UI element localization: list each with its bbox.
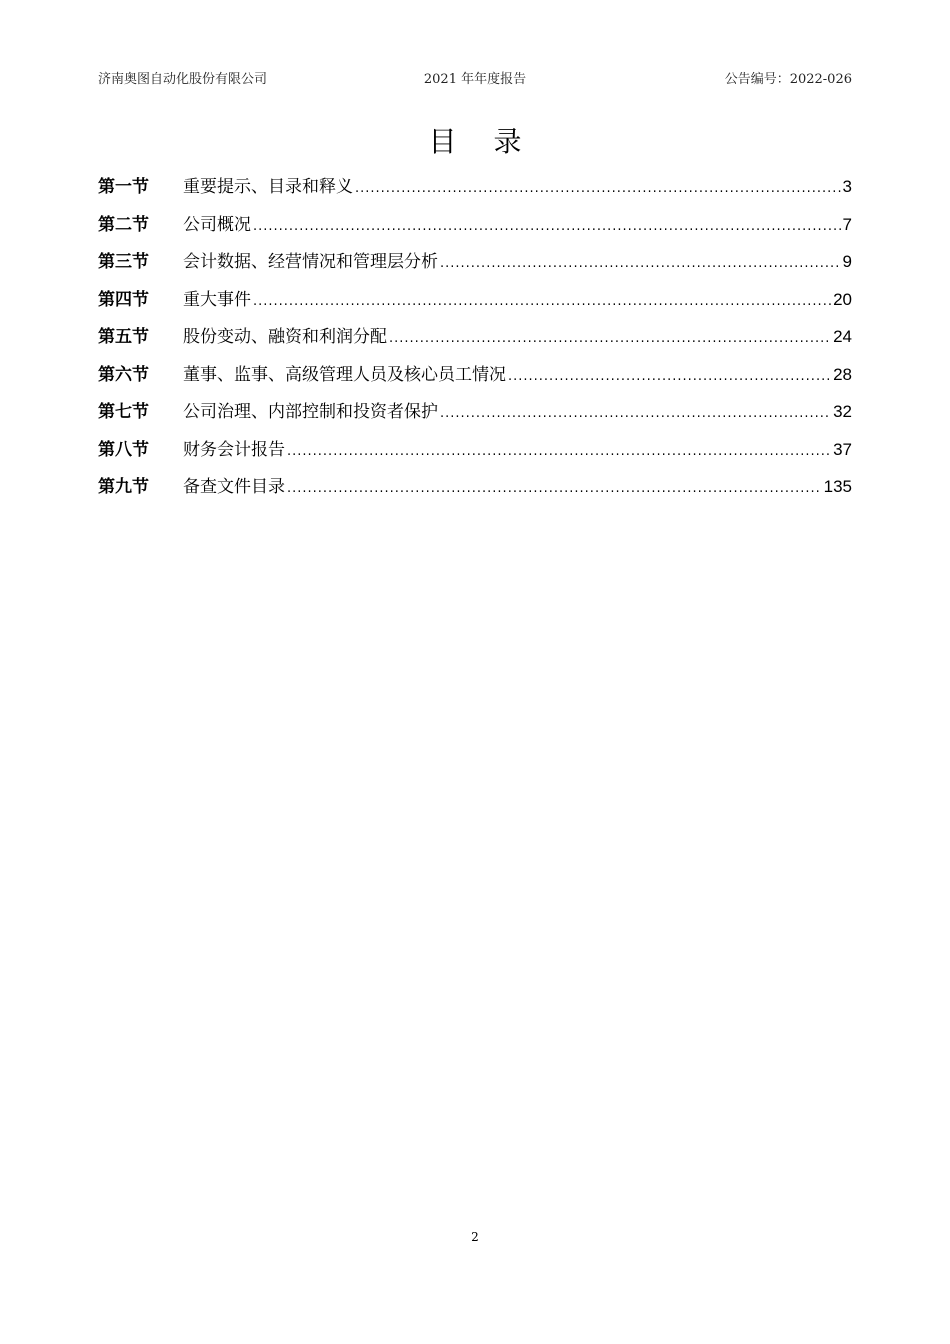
toc-entry[interactable] — [98, 435, 852, 473]
page-number: 2 — [471, 1230, 479, 1244]
toc-section-number: 第二节 — [98, 214, 149, 235]
toc-page-number: 9 — [842, 252, 852, 271]
toc-entry[interactable] — [98, 247, 852, 285]
toc-section-number: 第三节 — [98, 252, 149, 272]
toc-section-title: 公司概况 — [183, 214, 251, 235]
toc-page-number: 32 — [833, 402, 852, 421]
toc-dot-leader — [440, 406, 831, 421]
toc-dot-leader — [287, 481, 822, 496]
toc-page-number: 20 — [833, 289, 852, 309]
toc-entry[interactable] — [98, 210, 852, 248]
header-report-title: 2021 年年度报告 — [423, 72, 527, 87]
toc-entry[interactable] — [98, 397, 852, 435]
table-of-contents — [98, 172, 852, 510]
toc-section-title: 公司治理、内部控制和投资者保护 — [183, 402, 438, 422]
toc-section-title: 会计数据、经营情况和管理层分析 — [183, 252, 438, 272]
toc-dot-leader — [440, 256, 841, 271]
header-company-name: 济南奥图自动化股份有限公司 — [98, 72, 268, 87]
toc-heading: 目 录 — [428, 125, 536, 158]
toc-dot-leader — [253, 219, 841, 234]
toc-section-number: 第九节 — [98, 477, 149, 497]
toc-section-number: 第四节 — [98, 289, 149, 310]
toc-section-number: 第五节 — [98, 327, 149, 347]
toc-page-number: 37 — [833, 439, 852, 459]
toc-entry[interactable] — [98, 285, 852, 323]
toc-section-title: 董事、监事、高级管理人员及核心员工情况 — [183, 364, 506, 385]
toc-section-number: 第一节 — [98, 177, 149, 197]
toc-section-number: 第六节 — [98, 364, 149, 385]
header-announcement-number: 公告编号：2022-026 — [724, 72, 852, 87]
toc-dot-leader — [355, 181, 841, 196]
toc-section-title: 财务会计报告 — [183, 439, 285, 460]
toc-page-number: 135 — [823, 477, 852, 496]
toc-page-number: 3 — [842, 177, 852, 196]
toc-page-number: 28 — [833, 364, 852, 384]
toc-page-number: 24 — [833, 327, 852, 346]
toc-page-number: 7 — [842, 214, 852, 234]
toc-section-title: 重大事件 — [183, 289, 251, 310]
toc-entry[interactable] — [98, 322, 852, 360]
toc-dot-leader — [253, 294, 831, 309]
toc-entry[interactable] — [98, 360, 852, 398]
toc-section-number: 第七节 — [98, 402, 149, 422]
page-header — [98, 68, 852, 88]
toc-dot-leader — [287, 444, 831, 459]
toc-entry[interactable] — [98, 172, 852, 210]
toc-entry[interactable] — [98, 472, 852, 510]
toc-dot-leader — [389, 331, 831, 346]
toc-dot-leader — [508, 369, 831, 384]
toc-section-title: 重要提示、目录和释义 — [183, 177, 353, 197]
toc-section-title: 股份变动、融资和利润分配 — [183, 327, 387, 347]
toc-section-number: 第八节 — [98, 439, 149, 460]
toc-section-title: 备查文件目录 — [183, 477, 285, 497]
